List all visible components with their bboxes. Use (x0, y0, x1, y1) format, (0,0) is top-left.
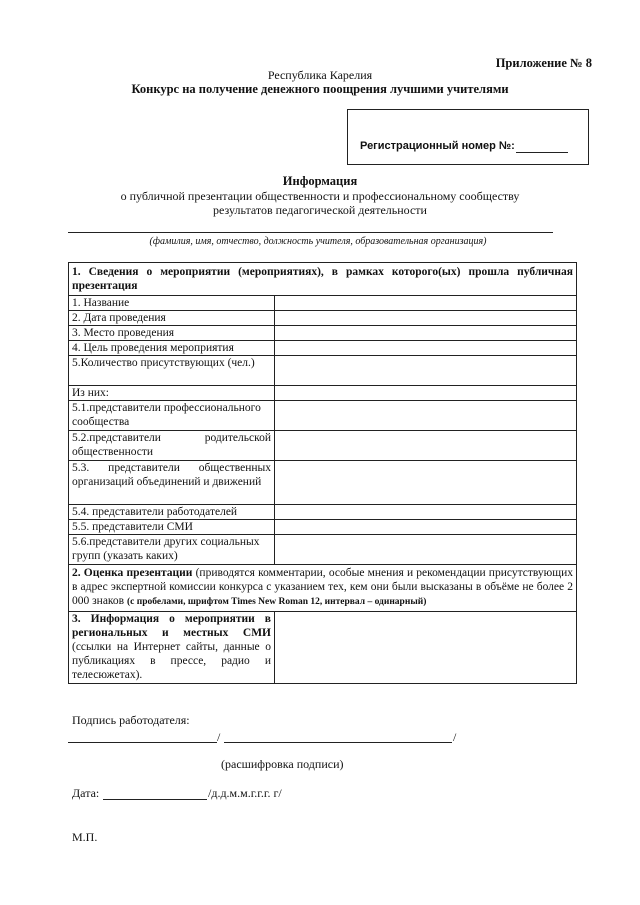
section2-title: 2. Оценка презентации (72, 567, 193, 579)
row-label-place: 3. Место проведения (69, 326, 275, 341)
section2-text: (приводятся комментарии, особые мнения и рекомендации присутствующих в адрес экспертной комиссии конкурса с указанием тех, кем они были высказаны в объёме не более 2 000 знаков (72, 567, 574, 607)
row-label-media: 5.5. представители СМИ (69, 520, 275, 535)
document-subtitle-line1: о публичной презентации общественности и профессиональному сообществу (120, 189, 520, 203)
row-value-attendees[interactable] (275, 356, 577, 386)
row-label-of-them: Из них: (69, 386, 275, 401)
section3-value[interactable] (275, 612, 577, 684)
row-label-employers: 5.4. представители работодателей (69, 505, 275, 520)
row-label-other-groups: 5.6.представители других социальных групп (указать каких) (69, 535, 275, 565)
row-value-parents[interactable] (275, 431, 577, 461)
section3-text: (ссылки на Интернет сайты, данные о публикациях в прессе, радио и телесюжетах). (72, 641, 271, 681)
teacher-info-caption: (фамилия, имя, отчество, должность учителя, образовательная организация) (149, 236, 487, 247)
row-label-goal: 4. Цель проведения мероприятия (69, 341, 275, 356)
row-value-name[interactable] (275, 296, 577, 311)
signature-label: Подпись работодателя: (72, 713, 190, 727)
row-label-name: 1. Название (69, 296, 275, 311)
signature-decode-field[interactable] (224, 742, 452, 743)
row-value-date[interactable] (275, 311, 577, 326)
presentation-info-table (68, 262, 577, 684)
row-value-professional[interactable] (275, 401, 577, 431)
registration-number-field[interactable] (516, 152, 568, 153)
stamp-placeholder: М.П. (72, 830, 98, 844)
document-subtitle-line2: результатов педагогической деятельности (213, 203, 427, 217)
signature-slash-left: / (217, 730, 221, 744)
section2-assessment[interactable] (69, 565, 577, 612)
signature-decode-caption: (расшифровка подписи) (221, 757, 344, 771)
row-value-media[interactable] (275, 520, 577, 535)
appendix-number: Приложение № 8 (495, 56, 592, 70)
row-label-parents: 5.2.представители родительской общественности (69, 431, 275, 461)
document-title: Информация (282, 174, 358, 188)
section2-note: (с пробелами, шрифтом Times New Roman 12, интервал – одинарный) (126, 597, 427, 607)
row-label-attendees: 5.Количество присутствующих (чел.) (69, 356, 275, 386)
section3-title: 3. Информация о мероприятии в региональных и местных СМИ (72, 613, 271, 639)
teacher-info-field[interactable] (68, 232, 553, 233)
signature-slash-right: / (453, 730, 457, 744)
row-value-public-orgs[interactable] (275, 461, 577, 505)
contest-title: Конкурс на получение денежного поощрения лучшими учителями (131, 82, 509, 96)
section3-label (69, 612, 275, 684)
row-value-employers[interactable] (275, 505, 577, 520)
row-value-of-them (275, 386, 577, 401)
registration-label: Регистрационный номер №: (360, 140, 515, 152)
row-value-other-groups[interactable] (275, 535, 577, 565)
row-value-place[interactable] (275, 326, 577, 341)
date-format: /д.д.м.м.г.г.г. г/ (208, 786, 282, 800)
row-label-public-orgs: 5.3. представители общественных организаций объединений и движений (69, 461, 275, 505)
signature-field[interactable] (68, 742, 217, 743)
row-label-date: 2. Дата проведения (69, 311, 275, 326)
republic-name: Республика Карелия (267, 68, 373, 82)
date-field[interactable] (103, 799, 207, 800)
section1-header: 1. Сведения о мероприятии (мероприятиях), в рамках которого(ых) прошла публичная презентация (69, 263, 577, 296)
registration-box (347, 109, 589, 165)
row-label-professional: 5.1.представители профессионального сообщества (69, 401, 275, 431)
row-value-goal[interactable] (275, 341, 577, 356)
date-label: Дата: (72, 786, 100, 800)
